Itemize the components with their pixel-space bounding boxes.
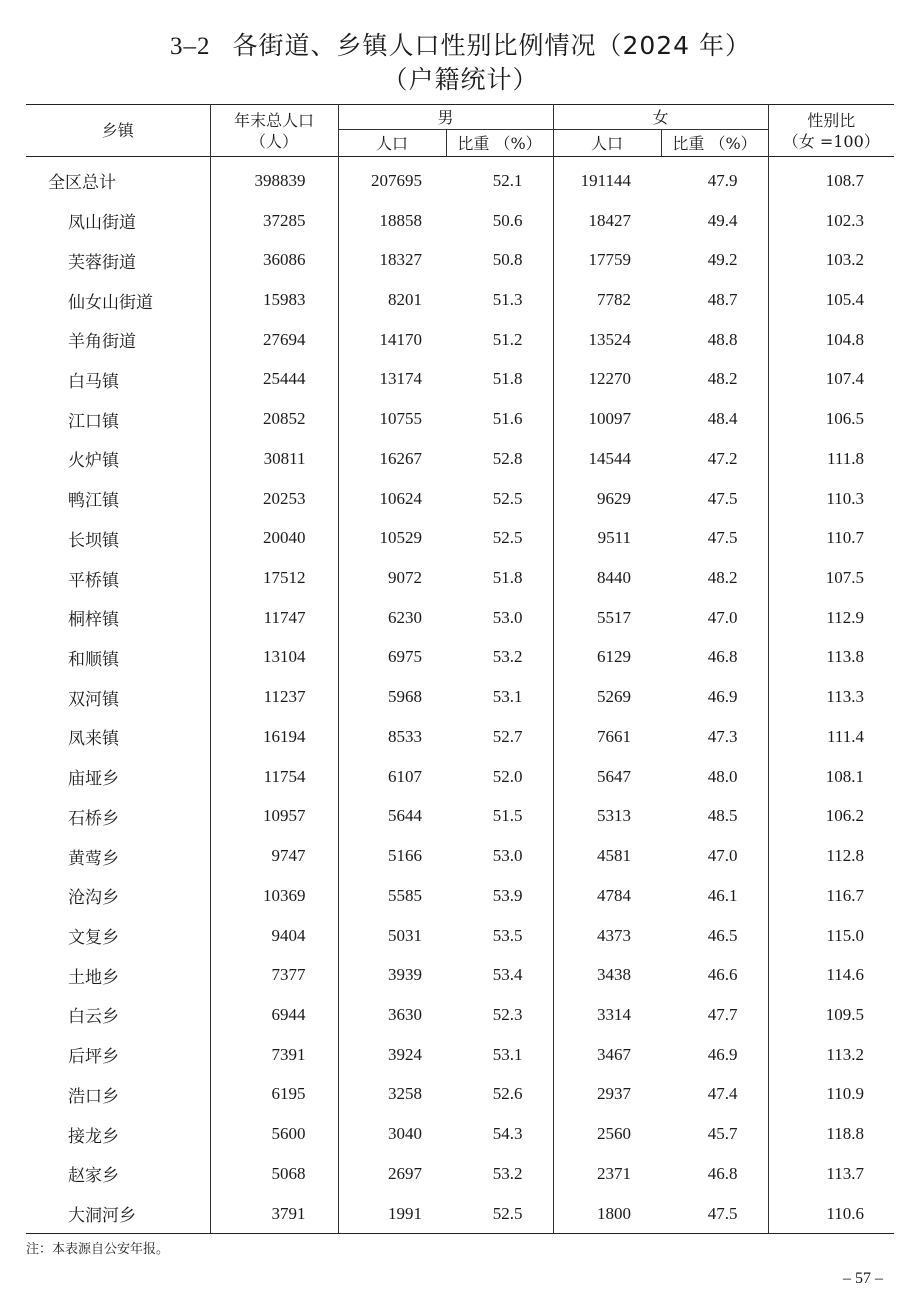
female-population-cell: 4581 bbox=[597, 846, 632, 866]
male-share-cell: 52.6 bbox=[446, 1075, 553, 1115]
sex-ratio-cell: 113.3 bbox=[826, 687, 865, 707]
sex-ratio-cell: 113.7 bbox=[826, 1163, 865, 1183]
source-note: 注：本表源自公安年报。 bbox=[26, 1242, 170, 1257]
total-cell: 17512 bbox=[210, 558, 338, 598]
table-row bbox=[26, 797, 894, 837]
female-share-cell: 48.8 bbox=[661, 320, 768, 360]
male-population-cell: 1991 bbox=[338, 1194, 446, 1234]
male-population-cell: 14170 bbox=[379, 329, 422, 349]
male-share-cell: 54.3 bbox=[446, 1114, 553, 1154]
female-share-cell: 46.9 bbox=[661, 677, 768, 717]
table-row bbox=[26, 1114, 894, 1154]
sex-ratio-cell: 108.7 bbox=[825, 170, 865, 190]
sex-ratio-cell: 111.4 bbox=[827, 726, 865, 746]
female-share-cell: 47.2 bbox=[661, 439, 768, 479]
header-ratio-line1: 性别比 bbox=[807, 110, 856, 130]
population-sex-ratio-table bbox=[26, 104, 894, 1234]
township-cell: 土地乡 bbox=[26, 955, 210, 995]
township-cell: 桐梓镇 bbox=[26, 598, 210, 638]
township-cell: 凤山街道 bbox=[26, 201, 210, 241]
male-population-cell: 9072 bbox=[388, 568, 422, 588]
sex-ratio-cell: 104.8 bbox=[825, 329, 865, 349]
township-cell: 文复乡 bbox=[26, 916, 210, 956]
male-population-cell: 16267 bbox=[379, 448, 422, 468]
township-cell: 全区总计 bbox=[26, 157, 210, 201]
female-population-cell: 2560 bbox=[597, 1124, 632, 1144]
total-cell: 15983 bbox=[210, 280, 338, 320]
male-population-cell: 6107 bbox=[388, 766, 422, 786]
total-cell: 5068 bbox=[210, 1154, 338, 1194]
male-share-cell: 51.6 bbox=[446, 399, 553, 439]
male-share-cell: 52.0 bbox=[446, 757, 553, 797]
male-population-cell: 13174 bbox=[379, 369, 422, 389]
male-share-cell: 51.3 bbox=[446, 280, 553, 320]
sex-ratio-cell: 111.8 bbox=[827, 448, 865, 468]
total-cell: 37285 bbox=[210, 201, 338, 241]
male-population-cell: 6230 bbox=[388, 607, 422, 627]
total-cell: 5600 bbox=[210, 1114, 338, 1154]
header-female: 女 bbox=[553, 105, 768, 130]
female-population-cell: 13524 bbox=[588, 329, 632, 349]
male-share-cell: 51.8 bbox=[446, 360, 553, 400]
female-population-cell: 7782 bbox=[597, 290, 632, 310]
female-share-cell: 47.4 bbox=[661, 1075, 768, 1115]
table-number: 3–2 bbox=[169, 33, 211, 60]
female-share-cell: 48.0 bbox=[661, 757, 768, 797]
total-cell: 6944 bbox=[210, 995, 338, 1035]
sex-ratio-cell: 108.1 bbox=[825, 766, 865, 786]
sex-ratio-cell: 105.4 bbox=[825, 290, 865, 310]
sex-ratio-cell: 112.8 bbox=[826, 846, 865, 866]
male-share-cell: 53.0 bbox=[446, 598, 553, 638]
table-row bbox=[26, 995, 894, 1035]
total-cell: 36086 bbox=[210, 240, 338, 280]
male-share-cell: 52.3 bbox=[446, 995, 553, 1035]
table-row bbox=[26, 677, 894, 717]
total-cell: 30811 bbox=[210, 439, 338, 479]
sex-ratio-cell: 110.7 bbox=[826, 528, 865, 548]
total-cell: 16194 bbox=[210, 717, 338, 757]
male-share-cell: 50.8 bbox=[446, 240, 553, 280]
total-cell: 6195 bbox=[210, 1075, 338, 1115]
female-share-cell: 48.2 bbox=[661, 360, 768, 400]
female-population-cell: 5517 bbox=[597, 607, 632, 627]
table-row bbox=[26, 399, 894, 439]
total-cell: 11754 bbox=[210, 757, 338, 797]
header-total-line2: （人） bbox=[249, 131, 298, 151]
male-share-cell: 53.2 bbox=[446, 638, 553, 678]
township-cell: 和顺镇 bbox=[26, 638, 210, 678]
female-share-cell: 46.8 bbox=[661, 1154, 768, 1194]
female-population-cell: 3438 bbox=[597, 965, 632, 985]
table-row bbox=[26, 360, 894, 400]
table-row bbox=[26, 1154, 894, 1194]
table-row bbox=[26, 320, 894, 360]
township-cell: 芙蓉街道 bbox=[26, 240, 210, 280]
female-share-cell: 48.7 bbox=[661, 280, 768, 320]
female-population-cell: 12270 bbox=[588, 369, 632, 389]
female-population-cell: 191144 bbox=[580, 170, 632, 190]
female-population-cell: 10097 bbox=[588, 409, 632, 429]
title-text: 各街道、乡镇人口性别比例情况（2024 年） bbox=[232, 31, 752, 60]
female-share-cell: 49.2 bbox=[661, 240, 768, 280]
female-population-cell: 14544 bbox=[588, 448, 632, 468]
male-share-cell: 50.6 bbox=[446, 201, 553, 241]
table-body bbox=[26, 157, 894, 1234]
table-row bbox=[26, 280, 894, 320]
male-share-cell: 52.8 bbox=[446, 439, 553, 479]
male-population-cell: 8533 bbox=[388, 726, 422, 746]
male-share-cell: 53.1 bbox=[446, 677, 553, 717]
header-total-line1: 年末总人口 bbox=[233, 110, 314, 130]
table-row-total bbox=[26, 157, 894, 201]
sex-ratio-cell: 103.2 bbox=[825, 250, 865, 270]
male-population-cell: 3939 bbox=[388, 965, 422, 985]
male-share-cell: 53.5 bbox=[446, 916, 553, 956]
male-population-cell: 2697 bbox=[388, 1163, 422, 1183]
male-population-cell: 3040 bbox=[388, 1124, 422, 1144]
female-share-cell: 47.5 bbox=[661, 518, 768, 558]
township-cell: 后坪乡 bbox=[26, 1035, 210, 1075]
female-population-cell: 3314 bbox=[597, 1004, 632, 1024]
female-population-cell: 4373 bbox=[597, 925, 632, 945]
male-population-cell: 10624 bbox=[379, 488, 422, 508]
female-share-cell: 47.3 bbox=[661, 717, 768, 757]
male-population-cell: 5031 bbox=[388, 925, 422, 945]
female-population-cell: 5313 bbox=[597, 806, 632, 826]
total-cell: 9404 bbox=[210, 916, 338, 956]
page-title bbox=[0, 26, 921, 62]
header-male-population: 人口 bbox=[338, 130, 446, 157]
total-cell: 3791 bbox=[210, 1194, 338, 1234]
township-cell: 大洞河乡 bbox=[26, 1194, 210, 1234]
male-share-cell: 51.2 bbox=[446, 320, 553, 360]
male-share-cell: 52.5 bbox=[446, 1194, 553, 1234]
township-cell: 双河镇 bbox=[26, 677, 210, 717]
sex-ratio-cell: 115.0 bbox=[826, 925, 865, 945]
female-share-cell: 47.0 bbox=[661, 598, 768, 638]
female-population-cell: 9511 bbox=[597, 528, 632, 548]
female-population-cell: 3467 bbox=[597, 1044, 632, 1064]
sex-ratio-cell: 113.8 bbox=[826, 647, 865, 667]
header-total bbox=[210, 105, 338, 157]
header-male: 男 bbox=[338, 105, 553, 130]
male-share-cell: 52.5 bbox=[446, 518, 553, 558]
total-cell: 7391 bbox=[210, 1035, 338, 1075]
female-share-cell: 48.5 bbox=[661, 797, 768, 837]
township-cell: 赵家乡 bbox=[26, 1154, 210, 1194]
sex-ratio-cell: 114.6 bbox=[826, 965, 865, 985]
female-share-cell: 47.9 bbox=[661, 157, 768, 201]
township-cell: 石桥乡 bbox=[26, 797, 210, 837]
female-share-cell: 49.4 bbox=[661, 201, 768, 241]
table-row bbox=[26, 1035, 894, 1075]
female-share-cell: 46.9 bbox=[661, 1035, 768, 1075]
total-cell: 10369 bbox=[210, 876, 338, 916]
total-cell: 7377 bbox=[210, 955, 338, 995]
header-female-share: 比重 （%） bbox=[661, 130, 768, 157]
female-share-cell: 45.7 bbox=[661, 1114, 768, 1154]
female-population-cell: 17759 bbox=[588, 250, 632, 270]
total-cell: 25444 bbox=[210, 360, 338, 400]
female-share-cell: 47.0 bbox=[661, 836, 768, 876]
township-cell: 接龙乡 bbox=[26, 1114, 210, 1154]
township-cell: 鸭江镇 bbox=[26, 479, 210, 519]
page-subtitle: （户籍统计） bbox=[382, 65, 539, 94]
total-cell: 20852 bbox=[210, 399, 338, 439]
total-cell: 11747 bbox=[210, 598, 338, 638]
female-share-cell: 46.5 bbox=[661, 916, 768, 956]
male-population-cell: 5585 bbox=[388, 885, 422, 905]
sex-ratio-cell: 112.9 bbox=[826, 607, 865, 627]
male-population-cell: 3258 bbox=[388, 1084, 422, 1104]
township-cell: 浩口乡 bbox=[26, 1075, 210, 1115]
table-row bbox=[26, 916, 894, 956]
female-population-cell: 2937 bbox=[597, 1084, 632, 1104]
female-share-cell: 46.8 bbox=[661, 638, 768, 678]
table-row bbox=[26, 201, 894, 241]
male-population-cell: 207695 bbox=[371, 170, 422, 190]
township-cell: 黄莺乡 bbox=[26, 836, 210, 876]
header-ratio-line2: （女 =100） bbox=[782, 131, 880, 151]
township-cell: 平桥镇 bbox=[26, 558, 210, 598]
header-ratio bbox=[768, 105, 894, 157]
table-row bbox=[26, 876, 894, 916]
total-cell: 13104 bbox=[210, 638, 338, 678]
table-row bbox=[26, 757, 894, 797]
male-population-cell: 18327 bbox=[379, 250, 422, 270]
township-cell: 江口镇 bbox=[26, 399, 210, 439]
header-male-share: 比重 （%） bbox=[446, 130, 553, 157]
total-cell: 20040 bbox=[210, 518, 338, 558]
male-share-cell: 51.5 bbox=[446, 797, 553, 837]
male-share-cell: 53.9 bbox=[446, 876, 553, 916]
sex-ratio-cell: 107.4 bbox=[825, 369, 865, 389]
table-row bbox=[26, 439, 894, 479]
page-number: – 57 – bbox=[843, 1270, 883, 1287]
total-cell: 20253 bbox=[210, 479, 338, 519]
township-cell: 羊角街道 bbox=[26, 320, 210, 360]
male-population-cell: 3924 bbox=[388, 1044, 422, 1064]
female-population-cell: 1800 bbox=[553, 1194, 661, 1234]
header-female-population: 人口 bbox=[553, 130, 661, 157]
header-township: 乡镇 bbox=[26, 105, 210, 157]
table-row bbox=[26, 479, 894, 519]
male-population-cell: 5166 bbox=[388, 846, 422, 866]
male-population-cell: 3630 bbox=[388, 1004, 422, 1024]
female-share-cell: 47.5 bbox=[661, 479, 768, 519]
male-share-cell: 52.1 bbox=[446, 157, 553, 201]
sex-ratio-cell: 118.8 bbox=[826, 1124, 865, 1144]
sex-ratio-cell: 106.5 bbox=[825, 409, 865, 429]
male-share-cell: 52.5 bbox=[446, 479, 553, 519]
table-row bbox=[26, 598, 894, 638]
male-share-cell: 52.7 bbox=[446, 717, 553, 757]
male-population-cell: 8201 bbox=[388, 290, 422, 310]
sex-ratio-cell: 109.5 bbox=[825, 1004, 865, 1024]
table-row bbox=[26, 518, 894, 558]
township-cell: 沧沟乡 bbox=[26, 876, 210, 916]
female-population-cell: 4784 bbox=[597, 885, 632, 905]
sex-ratio-cell: 113.2 bbox=[826, 1044, 865, 1064]
table-header bbox=[26, 105, 894, 157]
male-population-cell: 6975 bbox=[388, 647, 422, 667]
table-row bbox=[26, 558, 894, 598]
sex-ratio-cell: 110.3 bbox=[826, 488, 865, 508]
female-population-cell: 8440 bbox=[597, 568, 632, 588]
total-cell: 398839 bbox=[210, 157, 338, 201]
table-row bbox=[26, 1194, 894, 1234]
female-population-cell: 5647 bbox=[597, 766, 632, 786]
sex-ratio-cell: 102.3 bbox=[825, 210, 865, 230]
female-population-cell: 6129 bbox=[597, 647, 632, 667]
township-cell: 凤来镇 bbox=[26, 717, 210, 757]
female-population-cell: 18427 bbox=[588, 210, 632, 230]
female-population-cell: 2371 bbox=[597, 1163, 632, 1183]
female-share-cell: 47.7 bbox=[661, 995, 768, 1035]
table-row bbox=[26, 955, 894, 995]
male-share-cell: 53.1 bbox=[446, 1035, 553, 1075]
female-population-cell: 5269 bbox=[597, 687, 632, 707]
male-population-cell: 5644 bbox=[388, 806, 422, 826]
table-row bbox=[26, 1075, 894, 1115]
sex-ratio-cell: 116.7 bbox=[826, 885, 865, 905]
total-cell: 9747 bbox=[210, 836, 338, 876]
female-population-cell: 7661 bbox=[597, 726, 632, 746]
female-share-cell: 47.5 bbox=[661, 1194, 768, 1234]
township-cell: 庙垭乡 bbox=[26, 757, 210, 797]
sex-ratio-cell: 107.5 bbox=[825, 568, 865, 588]
female-share-cell: 46.1 bbox=[661, 876, 768, 916]
total-cell: 10957 bbox=[210, 797, 338, 837]
male-share-cell: 51.8 bbox=[446, 558, 553, 598]
male-share-cell: 53.0 bbox=[446, 836, 553, 876]
male-population-cell: 10529 bbox=[379, 528, 422, 548]
female-share-cell: 48.4 bbox=[661, 399, 768, 439]
township-cell: 白马镇 bbox=[26, 360, 210, 400]
township-cell: 白云乡 bbox=[26, 995, 210, 1035]
table-row bbox=[26, 638, 894, 678]
male-population-cell: 5968 bbox=[388, 687, 422, 707]
female-share-cell: 48.2 bbox=[661, 558, 768, 598]
sex-ratio-cell: 110.9 bbox=[826, 1084, 865, 1104]
total-cell: 27694 bbox=[210, 320, 338, 360]
male-share-cell: 53.2 bbox=[446, 1154, 553, 1194]
male-share-cell: 53.4 bbox=[446, 955, 553, 995]
township-cell: 长坝镇 bbox=[26, 518, 210, 558]
female-share-cell: 46.6 bbox=[661, 955, 768, 995]
township-cell: 仙女山街道 bbox=[26, 280, 210, 320]
female-population-cell: 9629 bbox=[597, 488, 632, 508]
table-row bbox=[26, 836, 894, 876]
township-cell: 火炉镇 bbox=[26, 439, 210, 479]
sex-ratio-cell: 110.6 bbox=[768, 1194, 894, 1234]
table-row bbox=[26, 240, 894, 280]
total-cell: 11237 bbox=[210, 677, 338, 717]
table-row bbox=[26, 717, 894, 757]
male-population-cell: 18858 bbox=[379, 210, 422, 230]
sex-ratio-cell: 106.2 bbox=[825, 806, 865, 826]
male-population-cell: 10755 bbox=[379, 409, 422, 429]
